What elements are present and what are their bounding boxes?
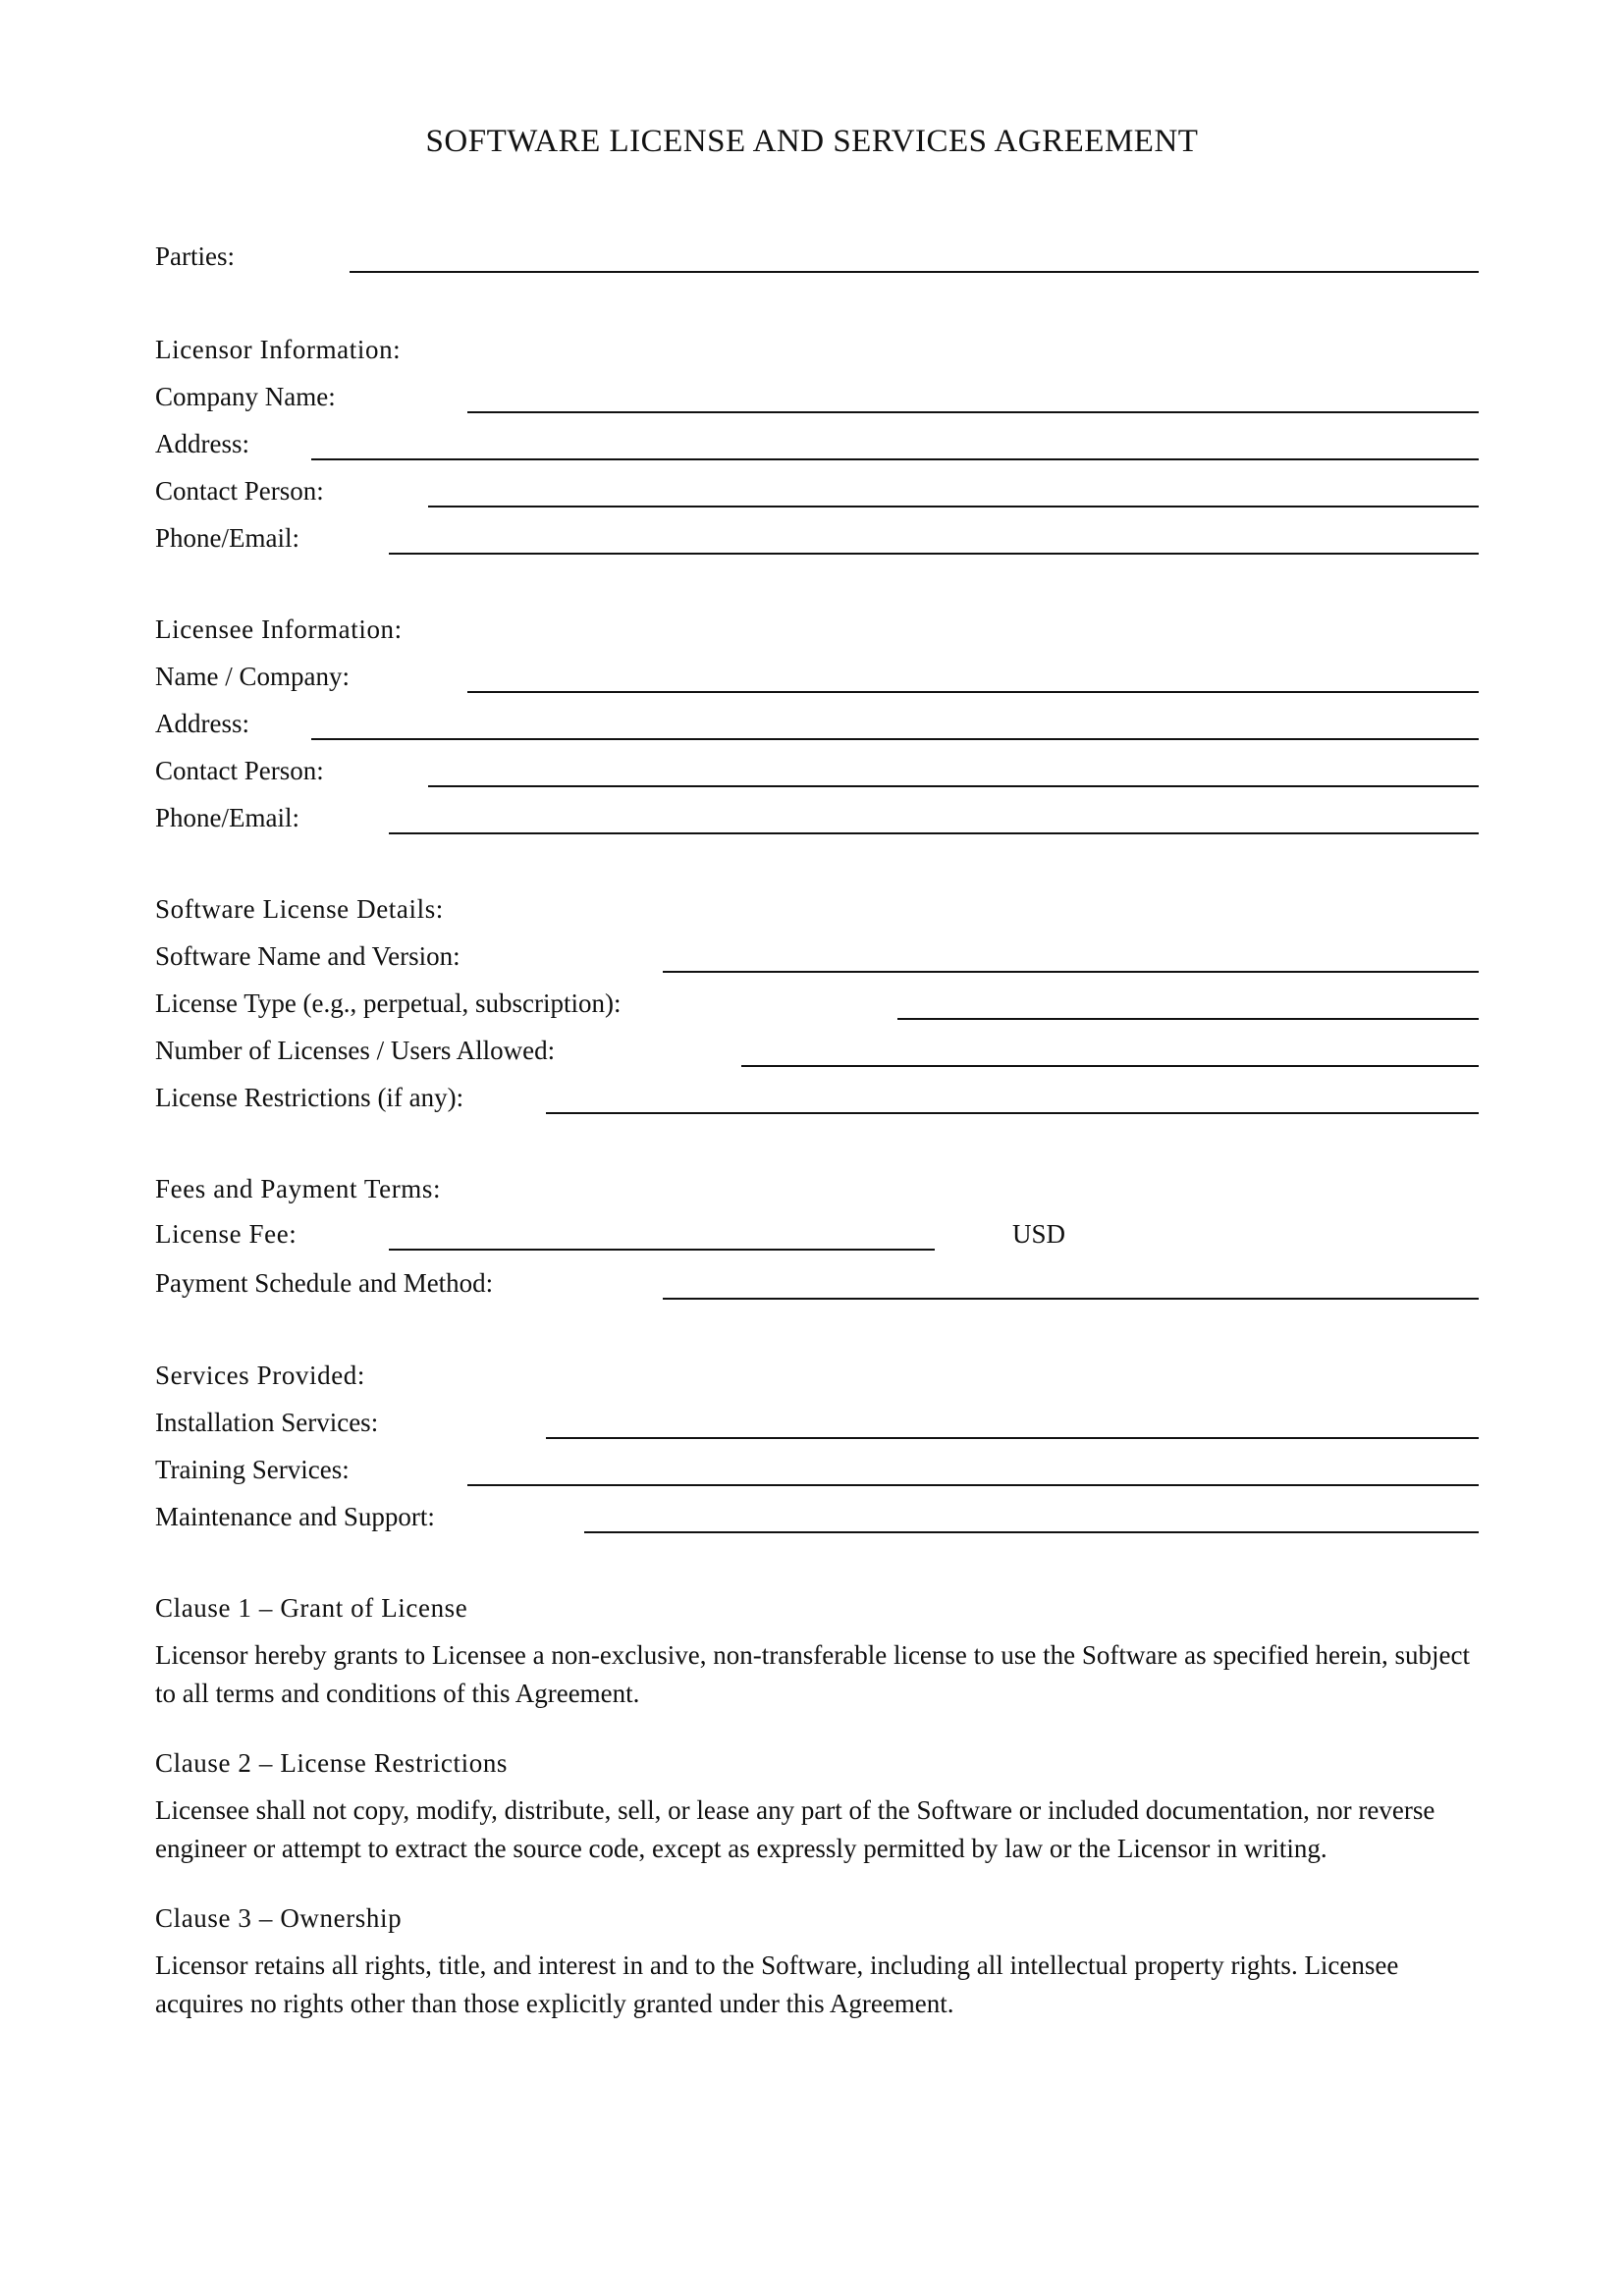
maintenance-label: Maintenance and Support: [155,1502,435,1531]
licensee-contact-field[interactable] [428,785,1479,787]
fees-heading: Fees and Payment Terms: [155,1174,442,1203]
license-count-row [155,1031,1479,1070]
license-fee-label: License Fee: [155,1219,298,1249]
licensor-phone-label: Phone/Email: [155,523,299,553]
licensor-phone-field[interactable] [389,553,1479,555]
payment-schedule-label: Payment Schedule and Method: [155,1268,494,1298]
licensee-heading: Licensee Information: [155,614,403,644]
license-fee-field[interactable] [389,1249,935,1251]
licensee-name-field[interactable] [467,691,1479,693]
parties-row [155,237,1479,276]
parties-field[interactable] [350,271,1479,273]
licensee-phone-row [155,798,1479,837]
clause-2-body: Licensee shall not copy, modify, distribute, sell, or lease any part of the Software or included documentation, nor reverse engineer or attempt to extract the source code, except as expressly permitted by law or the Licensor in writing. [155,1795,1435,1863]
document-title: SOFTWARE LICENSE AND SERVICES AGREEMENT [425,124,1199,159]
licensor-phone-row [155,518,1479,558]
clause-3-body: Licensor retains all rights, title, and interest in and to the Software, including all intellectual property rights. Licensee acquires no rights other than those explicitly granted under this Agreement. [155,1950,1399,2018]
currency-label: USD [1012,1219,1066,1249]
software-name-label: Software Name and Version: [155,941,460,971]
clause-1-title: Clause 1 – Grant of License [155,1593,468,1623]
licensee-address-row [155,704,1479,743]
licensor-address-row [155,424,1479,463]
licensee-name-row [155,657,1479,696]
licensee-address-field[interactable] [311,738,1479,740]
licensor-company-row [155,377,1479,416]
installation-label: Installation Services: [155,1408,379,1437]
clause-1-body: Licensor hereby grants to Licensee a non-exclusive, non-transferable license to use the Software as specified herein, subject to all terms and conditions of this Agreement. [155,1640,1470,1708]
license-count-label: Number of Licenses / Users Allowed: [155,1036,556,1065]
installation-row [155,1403,1479,1442]
software-name-field[interactable] [663,971,1479,973]
software-heading: Software License Details: [155,894,444,924]
license-restrictions-field[interactable] [546,1112,1479,1114]
license-restrictions-label: License Restrictions (if any): [155,1083,464,1112]
licensor-address-label: Address: [155,429,249,458]
licensor-contact-label: Contact Person: [155,476,324,506]
licensee-contact-row [155,751,1479,790]
maintenance-row [155,1497,1479,1536]
licensee-contact-label: Contact Person: [155,756,324,785]
license-type-label: License Type (e.g., perpetual, subscription): [155,988,622,1018]
payment-schedule-row [155,1263,1479,1303]
license-type-row [155,984,1479,1023]
licensor-company-field[interactable] [467,411,1479,413]
payment-schedule-field[interactable] [663,1298,1479,1300]
license-count-field[interactable] [741,1065,1479,1067]
licensor-company-label: Company Name: [155,382,336,411]
licensee-address-label: Address: [155,709,249,738]
parties-label: Parties: [155,241,235,271]
installation-field[interactable] [546,1437,1479,1439]
clause-3-title: Clause 3 – Ownership [155,1903,403,1933]
licensee-phone-label: Phone/Email: [155,803,299,832]
licensor-contact-row [155,471,1479,510]
license-type-field[interactable] [897,1018,1479,1020]
licensor-contact-field[interactable] [428,506,1479,507]
licensee-phone-field[interactable] [389,832,1479,834]
training-field[interactable] [467,1484,1479,1486]
clause-2-title: Clause 2 – License Restrictions [155,1748,509,1778]
software-name-row [155,936,1479,976]
licensor-address-field[interactable] [311,458,1479,460]
services-heading: Services Provided: [155,1361,366,1390]
maintenance-field[interactable] [584,1531,1479,1533]
license-restrictions-row [155,1078,1479,1117]
licensee-name-label: Name / Company: [155,662,350,691]
licensor-heading: Licensor Information: [155,335,402,364]
training-row [155,1450,1479,1489]
training-label: Training Services: [155,1455,350,1484]
